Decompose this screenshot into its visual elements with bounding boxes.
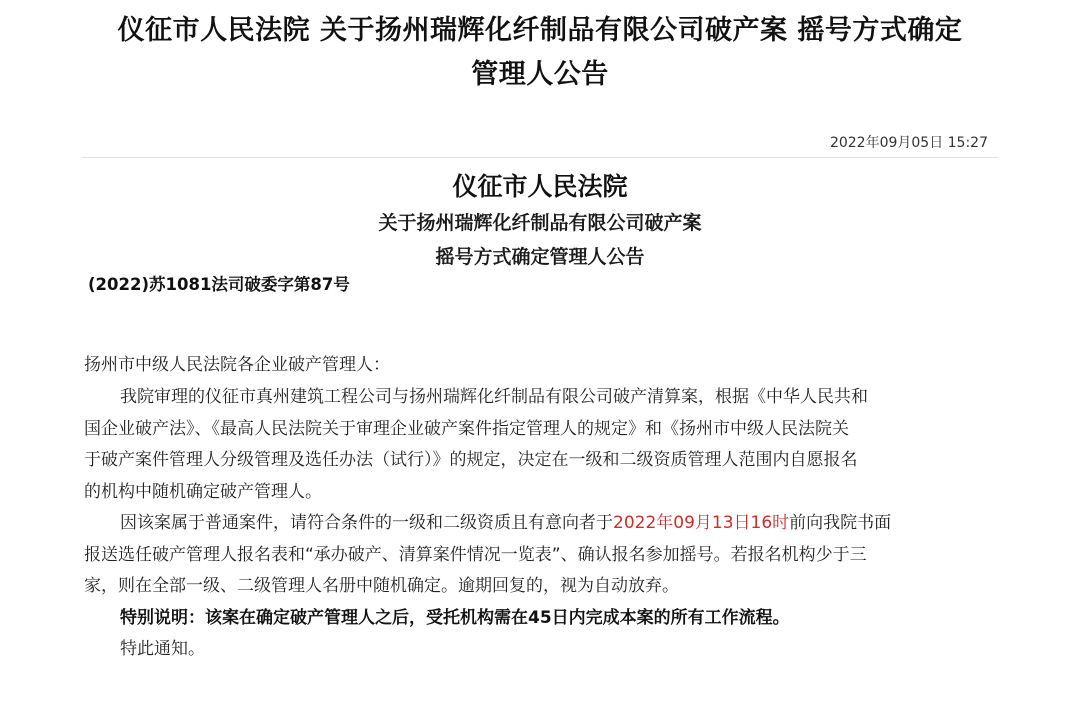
para2-line-1 (84, 508, 1000, 540)
notice-subtitle-line-2: 摇号方式确定管理人公告 (435, 246, 645, 268)
para1-line: 国企业破产法》、《最高人民法院关于审理企业破产案件指定管理人的规定》和《扬州市中级人民法院关 (84, 418, 849, 439)
para1-line: 我院审理的仪征市真州建筑工程公司与扬州瑞辉化纤制品有限公司破产清算案，根据《中华人民共和 (120, 387, 868, 407)
para2-line-2: 报送选任破产管理人报名表和“承办破产、清算案件情况一览表”、确认报名参加摇号。若报名机构少于三 (84, 544, 867, 565)
divider (82, 157, 998, 158)
closing-text: 特此通知。 (120, 639, 205, 659)
notice-body (84, 382, 1000, 666)
publish-timestamp: 2022年09月05日 15:27 (829, 135, 988, 151)
headline-line-2: 管理人公告 (471, 59, 609, 90)
para2-text: 前向我院书面 (789, 513, 892, 533)
court-name: 仪征市人民法院 (452, 172, 628, 201)
case-number: (2022)苏1081法司破委字第87号 (88, 275, 350, 294)
headline-line-1: 仪征市人民法院 关于扬州瑞辉化纤制品有限公司破产案 摇号方式确定 (117, 15, 963, 46)
addressee-text: 扬州市中级人民法院各企业破产管理人： (84, 355, 390, 375)
para2-line-3: 家，则在全部一级、二级管理人名册中随机确定。逾期回复的，视为自动放弃。 (84, 576, 679, 596)
para1-line: 的机构中随机确定破产管理人。 (84, 481, 322, 502)
para2-text: 因该案属于普通案件，请符合条件的一级和二级资质且有意向者于 (120, 513, 613, 533)
deadline-highlight: 2022年09月13日16时 (613, 513, 790, 533)
addressee (84, 350, 1000, 382)
special-note: 特别说明：该案在确定破产管理人之后，受托机构需在45日内完成本案的所有工作流程。 (120, 607, 790, 628)
para1-line: 于破产案件管理人分级管理及选任办法（试行）》的规定，决定在一级和二级资质管理人范围内自愿报名 (84, 450, 858, 470)
notice-subtitle-line-1: 关于扬州瑞辉化纤制品有限公司破产案 (378, 212, 702, 234)
